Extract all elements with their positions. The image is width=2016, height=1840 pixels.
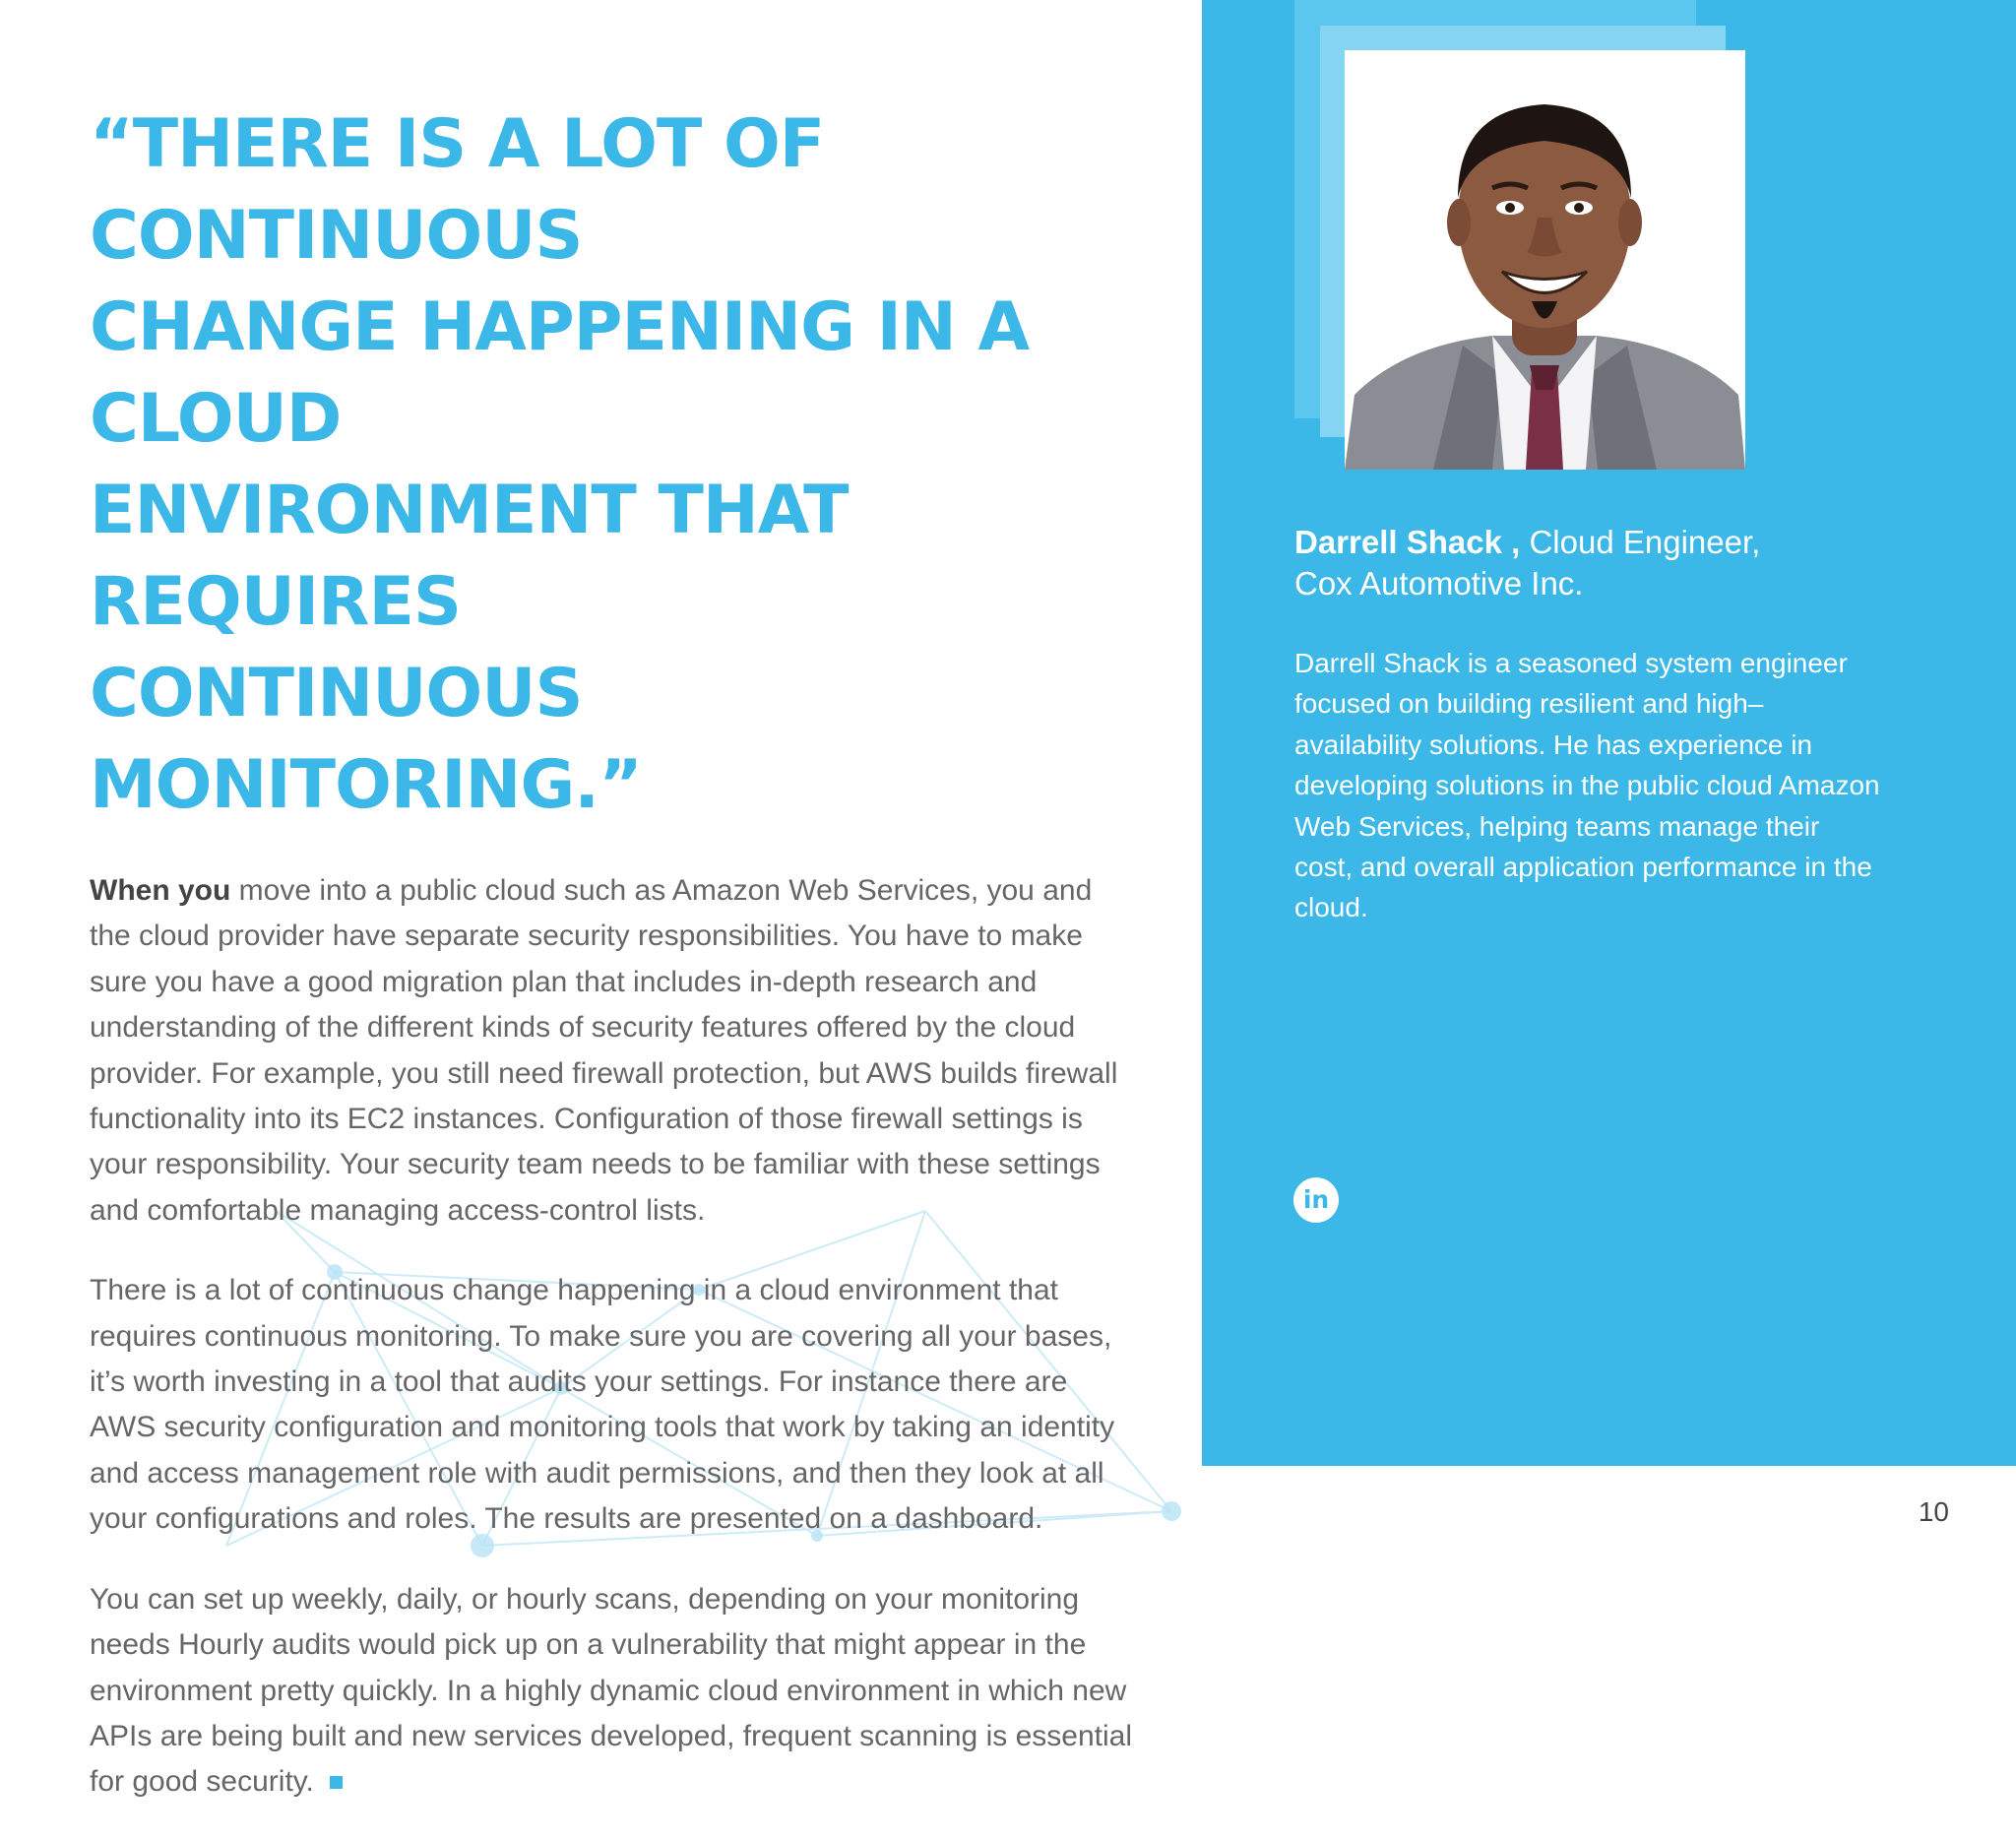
paragraph-2-text: There is a lot of continuous change happening in a cloud environment that requires continuous monitoring. To make sure you are covering all your bases, it’s worth investing in a tool that audits your settings. For instance there are AWS security configuration and monitoring tools that work by taking an identity and access management role with audit permissions, and then they look at all your configurations and roles. The results are presented on a dashboard. — [90, 1274, 1115, 1536]
author-title: Cloud Engineer, — [1520, 524, 1761, 560]
article-column — [90, 98, 1133, 1840]
paragraph-3-text: You can set up weekly, daily, or hourly scans, depending on your monitoring needs Hourly audits would pick up on a vulnerability that might appear in the environment pretty quickly. In a highly dynamic cloud environment in which new APIs are being built and new services developed, frequent scanning is essential for good security. — [90, 1582, 1132, 1799]
paragraph-1-text: move into a public cloud such as Amazon Web Services, you and the cloud provider have separate security responsibilities. You have to make sure you have a good migration plan that includes in-depth research and understanding of the different kinds of security features offered by the cloud provider. For example, you still need firewall protection, but AWS builds firewall functionality into its EC2 instances. Configuration of those firewall settings is your responsibility. Your security team needs to be familiar with these settings and comfortable managing access-control lists. — [90, 874, 1118, 1227]
linkedin-icon[interactable]: in — [1293, 1177, 1339, 1223]
pull-quote — [90, 98, 1133, 831]
body-text — [90, 868, 1133, 1806]
pull-quote-line: CHANGE HAPPENING IN A CLOUD — [90, 288, 1030, 458]
pull-quote-line: “THERE IS A LOT OF CONTINUOUS — [90, 105, 825, 275]
paragraph-3 — [90, 1577, 1133, 1806]
author-name-title — [1294, 522, 1944, 604]
end-of-article-mark — [330, 1776, 343, 1789]
pull-quote-line: CONTINUOUS MONITORING.” — [90, 655, 642, 824]
pull-quote-line: ENVIRONMENT THAT REQUIRES — [90, 472, 849, 641]
author-company: Cox Automotive Inc. — [1294, 565, 1584, 602]
page-number: 10 — [1918, 1496, 1949, 1527]
author-name: Darrell Shack , — [1294, 524, 1521, 560]
author-photo — [1345, 50, 1745, 470]
paragraph-lead: When you — [90, 874, 231, 907]
paragraph-1 — [90, 868, 1133, 1234]
author-bio: Darrell Shack is a seasoned system engineer focused on building resilient and high–availability solutions. He has experience in developing solutions in the public cloud Amazon Web Services, helping teams manage their cost, and overall application performance in the cloud. — [1294, 648, 1880, 923]
paragraph-2 — [90, 1268, 1133, 1542]
